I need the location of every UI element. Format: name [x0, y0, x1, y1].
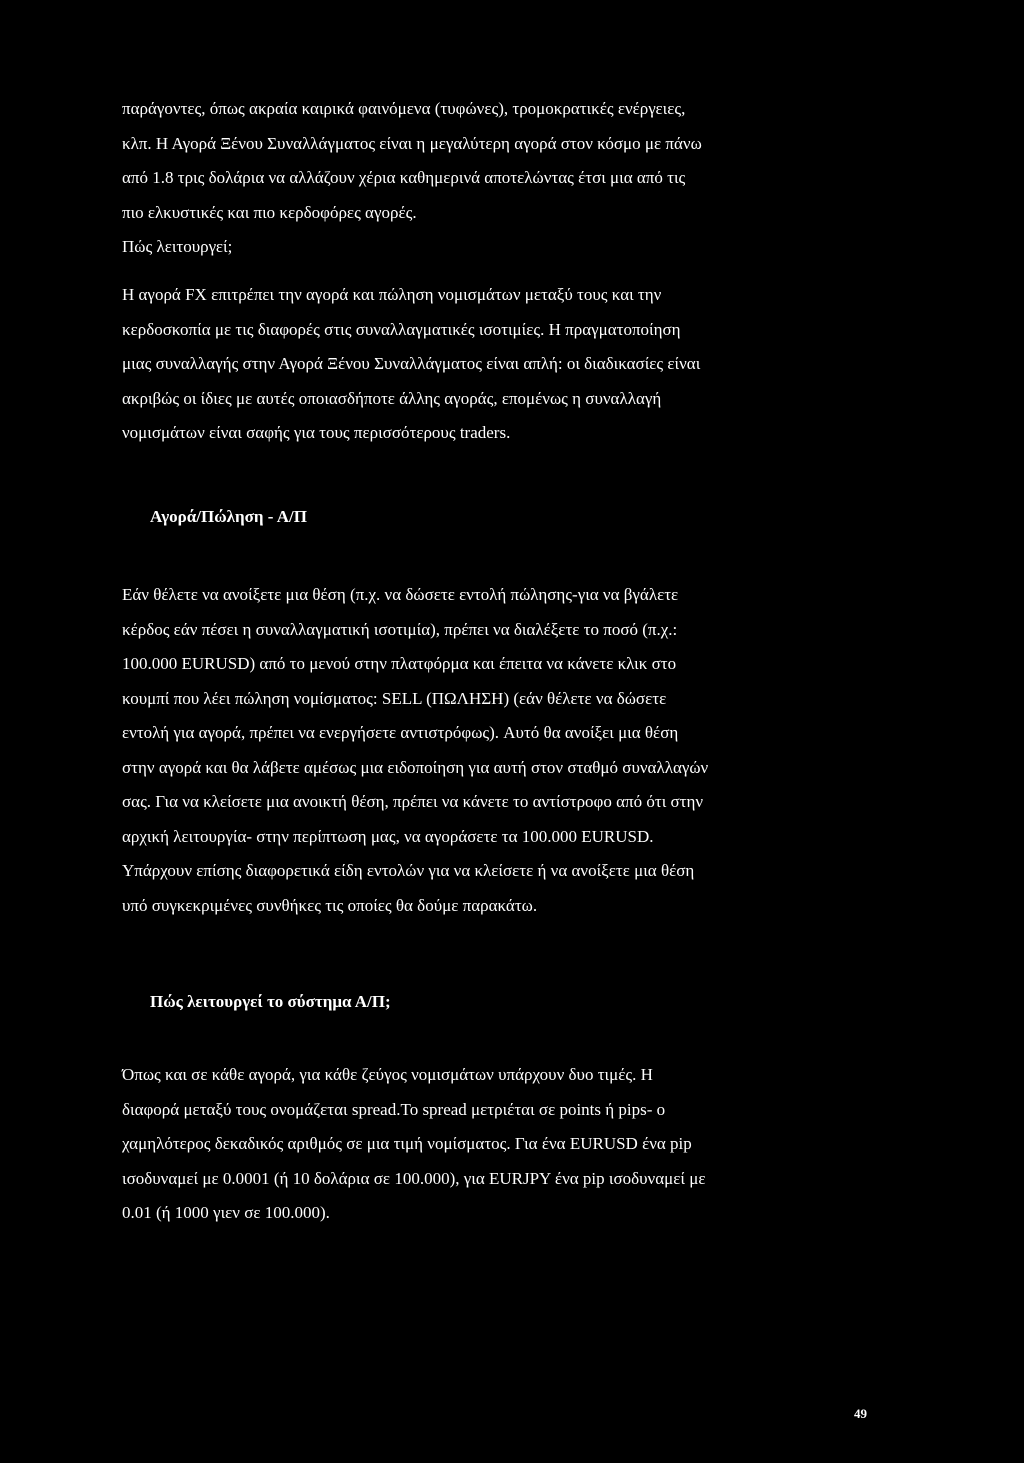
intro-paragraph: παράγοντες, όπως ακραία καιρικά φαινόμενα (τυφώνες), τρομοκρατικές ενέργειες, κλπ. Η Αγορά Ξένου Συναλλάγματος είναι η μεγαλύτερη αγορά στον κόσμο με πάνω από 1.8 τρις δολάρια να αλλάζουν χέρια καθημερινά αποτελώντας έτσι μια από τις πιο ελκυστικές και πιο κερδοφόρες αγορές.: [122, 99, 702, 222]
buy-sell-heading: Αγορά/Πώληση - Α/Π: [150, 507, 307, 526]
buy-sell-system-heading: Πώς λειτουργεί το σύστημα Α/Π;: [150, 992, 391, 1011]
spread-paragraph: Όπως και σε κάθε αγορά, για κάθε ζεύγος νομισμάτων υπάρχουν δυο τιμές. Η διαφορά μεταξύ τους ονομάζεται spread.Το spread μετριέται σε points ή pips- ο χαμηλότερος δεκαδικός αριθμός σε μια τιμή νομίσματος. Για ένα EURUSD ένα pip ισοδυναμεί με 0.0001 (ή 10 δολάρια σε 100.000), για EURJPY ένα pip ισοδυναμεί με 0.01 (ή 1000 γιεν σε 100.000).: [122, 1065, 706, 1222]
open-position-paragraph: Εάν θέλετε να ανοίξετε μια θέση (π.χ. να δώσετε εντολή πώλησης-για να βγάλετε κέρδος εάν πέσει η συναλλαγματική ισοτιμία), πρέπει να διαλέξετε το ποσό (π.χ.: 100.000 EURUSD) από το μενού στην πλατφόρμα και έπειτα να κάνετε κλικ στο κουμπί που λέει πώληση νομίσματος: SELL (ΠΩΛΗΣΗ) (εάν θέλετε να δώσετε εντολή για αγορά, πρέπει να ενεργήσετε αντιστρόφως). Αυτό θα ανοίξει μια θέση στην αγορά και θα λάβετε αμέσως μια ειδοποίηση για αυτή στον σταθμό συναλλαγών σας. Για να κλείσετε μια ανοικτή θέση, πρέπει να κάνετε το αντίστροφο από ότι στην αρχική λειτουργία- στην περίπτωση μας, να αγοράσετε τα 100.000 EURUSD. Υπάρχουν επίσης διαφορετικά είδη εντολών για να κλείσετε ή να ανοίξετε μια θέση υπό συγκεκριμένες συνθήκες τις οποίες θα δούμε παρακάτω.: [122, 585, 709, 915]
fx-market-paragraph: Η αγορά FX επιτρέπει την αγορά και πώληση νομισμάτων μεταξύ τους και την κερδοσκοπία με τις διαφορές στις συναλλαγματικές ισοτιμίες. Η πραγματοποίηση μιας συναλλαγής στην Αγορά Ξένου Συναλλάγματος είναι απλή: οι διαδικασίες είναι ακριβώς οι ίδιες με αυτές οποιασδήποτε άλλης αγοράς, επομένως η συναλλαγή νομισμάτων είναι σαφής για τους περισσότερους traders.: [122, 285, 701, 442]
page-number: 49: [854, 1406, 867, 1421]
how-it-works-question: Πώς λειτουργεί;: [122, 237, 233, 256]
